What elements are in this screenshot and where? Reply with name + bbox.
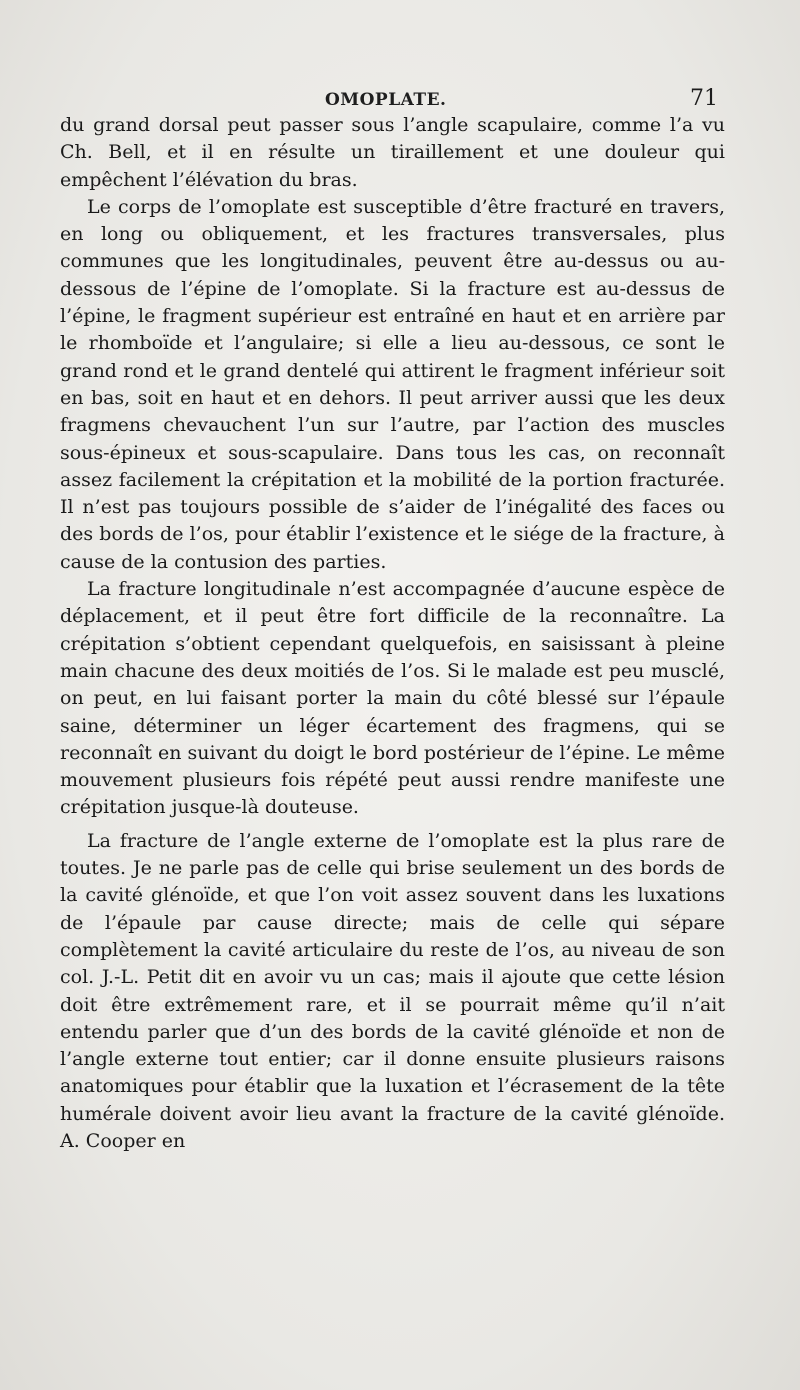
paragraph-body-fractures: Le corps de l’omoplate est susceptible d’être fracturé en travers, en long ou obliquement, et les fractures transversales, plus communes que les longitudinales, peuvent être au-dessus ou au-dessous de l’épine de l’omoplate. Si la fracture est au-dessus de l’épine, le fragment supérieur est entraîné en haut et en arrière par le rhomboïde et l’angulaire; si elle a lieu au-dessous, ce sont le grand rond et le grand dentelé qui attirent le fragment inférieur soit en bas, soit en haut et en dehors. Il peut arriver aussi que les deux fragmens chevauchent l’un sur l’autre, par l’action des muscles sous-épineux et sous-scapulaire. Dans tous les cas, on reconnaît assez facilement la crépitation et la mobilité de la portion fracturée. Il n’est pas toujours possible de s’aider de l’inégalité des faces ou des bords de l’os, pour établir l’existence et le siége de la fracture, à cause de la contusion des parties. (60, 195, 725, 573)
body-text (60, 112, 725, 1155)
paragraph-external-angle-fracture: La fracture de l’angle externe de l’omoplate est la plus rare de toutes. Je ne parle pas de celle qui brise seulement un des bords de la cavité glénoïde, et que l’on voit assez souvent dans les luxations de l’épaule par cause directe; mais de celle qui sépare complètement la cavité articulaire du reste de l’os, au niveau de son col. J.-L. Petit dit en avoir vu un cas; mais il ajoute que cette lésion doit être extrêmement rare, et il se pourrait même qu’il n’ait entendu parler que d’un des bords de la cavité glénoïde et non de l’angle externe tout entier; car il donne ensuite plusieurs raisons anatomiques pour établir que la luxation et l’écrasement de la tête humérale doivent avoir lieu avant la fracture de la cavité glénoïde. A. Cooper en (60, 829, 725, 1152)
page-number: 71 (690, 86, 718, 111)
paragraph-continuation: du grand dorsal peut passer sous l’angle scapulaire, comme l’a vu Ch. Bell, et il en résulte un tiraillement et une douleur qui empêchent l’élévation du bras. (60, 114, 725, 191)
running-head: OMOPLATE. (325, 90, 447, 110)
paragraph-longitudinal-fracture: La fracture longitudinale n’est accompagnée d’aucune espèce de déplacement, et il peut être fort difficile de la reconnaître. La crépitation s’obtient cependant quelquefois, en saisissant à pleine main chacune des deux moitiés de l’os. Si le malade est peu musclé, on peut, en lui faisant porter la main du côté blessé sur l’épaule saine, déterminer un léger écartement des fragmens, qui se reconnaît en suivant du doigt le bord postérieur de l’épine. Le même mouvement plusieurs fois répété peut aussi rendre manifeste une crépitation jusque-là douteuse. (60, 578, 725, 819)
